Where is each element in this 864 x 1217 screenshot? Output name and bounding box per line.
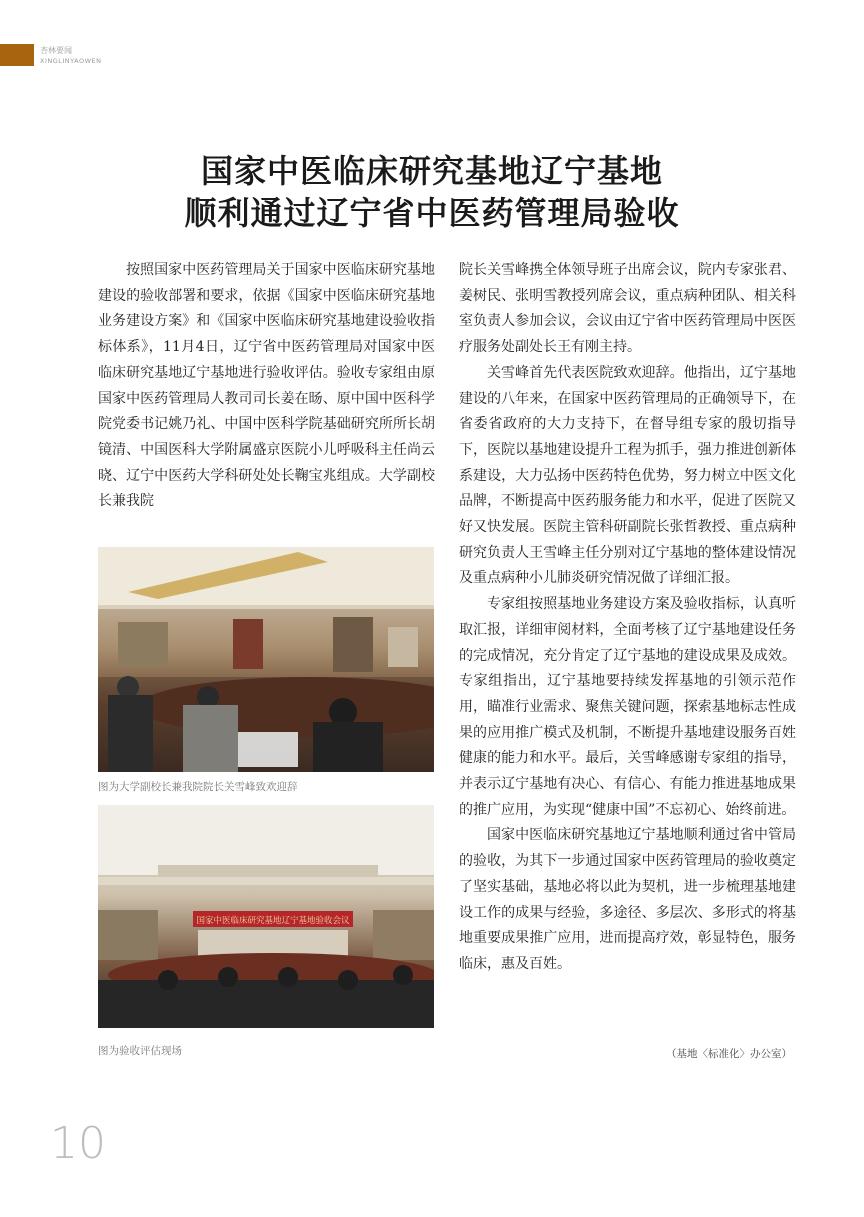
header-color-bar — [0, 44, 34, 66]
article-source: （基地〈标准化〉办公室） — [666, 1048, 792, 1060]
section-header-en: XINGLINYAOWEN — [40, 57, 102, 65]
paragraph: 关雪峰首先代表医院致欢迎辞。他指出，辽宁基地建设的八年来，在国家中医药管理局的正确领导下，在省委省政府的大力支持下，在督导组专家的殷切指导下，医院以基地建设提升工程为抓手，强力推进创新体系建设，大力弘扬中医药特色优势，努力树立中医文化品牌，不断提高中医药服务能力和水平，促进了医院又好又快发展。医院主管科研副院长张哲教授、重点病种研究负责人王雪峰主任分别对辽宁基地的整体建设情况及重点病种小儿肺炎研究情况做了详细汇报。 — [459, 364, 796, 587]
left-column — [98, 258, 435, 515]
paragraph: 专家组按照基地业务建设方案及验收指标，认真听取汇报，详细审阅材料，全面考核了辽宁基地建设任务的完成情况，充分肯定了辽宁基地的建设成果及成效。专家组指出，辽宁基地要持续发挥基地的引领示范作用，瞄准行业需求、聚焦关键问题，探索基地标志性成果的应用推广模式及机制，不断提升基地建设服务百姓健康的能力和水平。最后，关雪峰感谢专家组的指导，并表示辽宁基地有决心、有信心、有能力推进基地成果的推广应用，为实现“健康中国”不忘初心、始终前进。 — [459, 596, 796, 818]
page-number: 10 — [50, 1118, 106, 1169]
photo1-caption: 图为大学副校长兼我院院长关雪峰致欢迎辞 — [98, 781, 298, 793]
paragraph: 院长关雪峰携全体领导班子出席会议，院内专家张君、姜树民、张明雪教授列席会议，重点病种团队、相关科室负责人参加会议，会议由辽宁省中医药管理局中医医疗服务处副处长王有刚主持。 — [459, 262, 796, 356]
banner-text: 国家中医临床研究基地辽宁基地验收会议 — [196, 916, 350, 926]
meeting-photo-evaluation — [98, 805, 434, 1028]
article-title-line2: 顺利通过辽宁省中医药管理局验收 — [184, 194, 680, 232]
photo2-caption: 图为验收评估现场 — [98, 1045, 182, 1057]
paragraph: 按照国家中医药管理局关于国家中医临床研究基地建设的验收部署和要求，依据《国家中医临床研究基地业务建设方案》和《国家中医临床研究基地建设验收指标体系》，11月4日，辽宁省中医药管理局对国家中医临床研究基地辽宁基地进行验收评估。验收专家组由原国家中医药管理局人教司司长姜在旸、原中国中医科学院党委书记姚乃礼、中国中医科学院基础研究所所长胡镜清、中国医科大学附属盛京医院小儿呼吸科主任尚云晓、辽宁中医药大学科研处处长鞠宝兆组成。大学副校长兼我院 — [98, 262, 435, 510]
article-title-line1: 国家中医临床研究基地辽宁基地 — [200, 152, 663, 190]
paragraph: 国家中医临床研究基地辽宁基地顺利通过省中管局的验收，为其下一步通过国家中医药管理局的验收奠定了坚实基础，基地必将以此为契机，进一步梳理基地建设工作的成果与经验，多途径、多层次、多形式的将基地重要成果推广应用，进而提高疗效，彰显特色，服务临床，惠及百姓。 — [459, 827, 796, 972]
section-header-cn: 杏林要闻 — [40, 46, 72, 55]
right-column — [459, 258, 796, 978]
section-header — [40, 46, 101, 66]
meeting-photo-speech — [98, 547, 434, 772]
